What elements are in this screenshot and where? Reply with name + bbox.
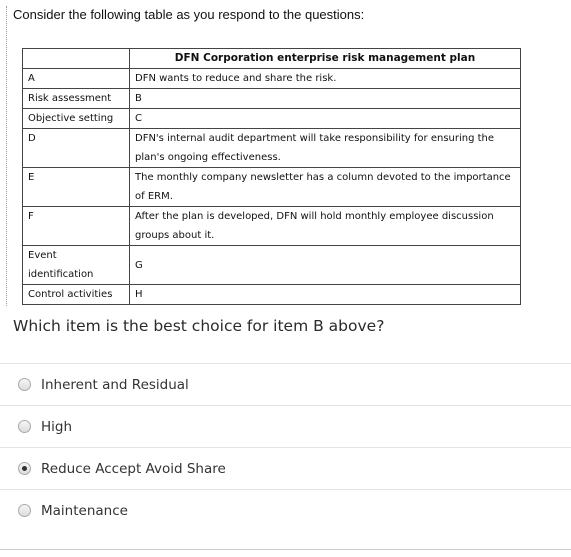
answer-option-high[interactable] — [0, 405, 571, 447]
radio-button-selected[interactable] — [18, 462, 31, 475]
question-text: Which item is the best choice for item B above? — [13, 317, 385, 335]
table-cell: Risk assessment — [23, 89, 130, 109]
table-cell: DFN's internal audit department will take responsibility for ensuring the plan's ongoing effectiveness. — [130, 129, 521, 168]
radio-button[interactable] — [18, 378, 31, 391]
table-cell: G — [130, 246, 521, 285]
table-header-cell — [23, 49, 130, 69]
answer-option-label[interactable]: Reduce Accept Avoid Share — [41, 460, 226, 477]
answer-option-label[interactable]: Inherent and Residual — [41, 376, 189, 393]
table-row — [23, 207, 521, 246]
table-cell: A — [23, 69, 130, 89]
table-row — [23, 168, 521, 207]
table-cell: E — [23, 168, 130, 207]
table-header-cell: DFN Corporation enterprise risk management plan — [130, 49, 521, 69]
erm-plan-table — [22, 48, 521, 305]
table-cell: The monthly company newsletter has a column devoted to the importance of ERM. — [130, 168, 521, 207]
answer-option-inherent-residual[interactable] — [0, 363, 571, 405]
radio-button[interactable] — [18, 420, 31, 433]
answer-option-label[interactable]: Maintenance — [41, 502, 128, 519]
radio-button[interactable] — [18, 504, 31, 517]
table-cell: DFN wants to reduce and share the risk. — [130, 69, 521, 89]
answer-option-label[interactable]: High — [41, 418, 73, 435]
table-cell: Event identification — [23, 246, 130, 285]
bottom-divider — [0, 549, 571, 550]
table-cell: C — [130, 109, 521, 129]
table-row — [23, 109, 521, 129]
table-row — [23, 285, 521, 305]
table-cell: Control activities — [23, 285, 130, 305]
table-cell: After the plan is developed, DFN will hold monthly employee discussion groups about it. — [130, 207, 521, 246]
table-row — [23, 69, 521, 89]
table-cell: D — [23, 129, 130, 168]
question-intro: Consider the following table as you respond to the questions: — [13, 7, 365, 22]
table-row — [23, 89, 521, 109]
table-row — [23, 129, 521, 168]
table-cell: Objective setting — [23, 109, 130, 129]
table-row — [23, 246, 521, 285]
table-cell: B — [130, 89, 521, 109]
answer-option-maintenance[interactable] — [0, 489, 571, 531]
table-cell: H — [130, 285, 521, 305]
answer-option-reduce-accept-avoid-share[interactable] — [0, 447, 571, 489]
question-margin-rule — [6, 6, 7, 306]
table-header-row — [23, 49, 521, 69]
table-cell: F — [23, 207, 130, 246]
answer-options — [0, 363, 571, 531]
